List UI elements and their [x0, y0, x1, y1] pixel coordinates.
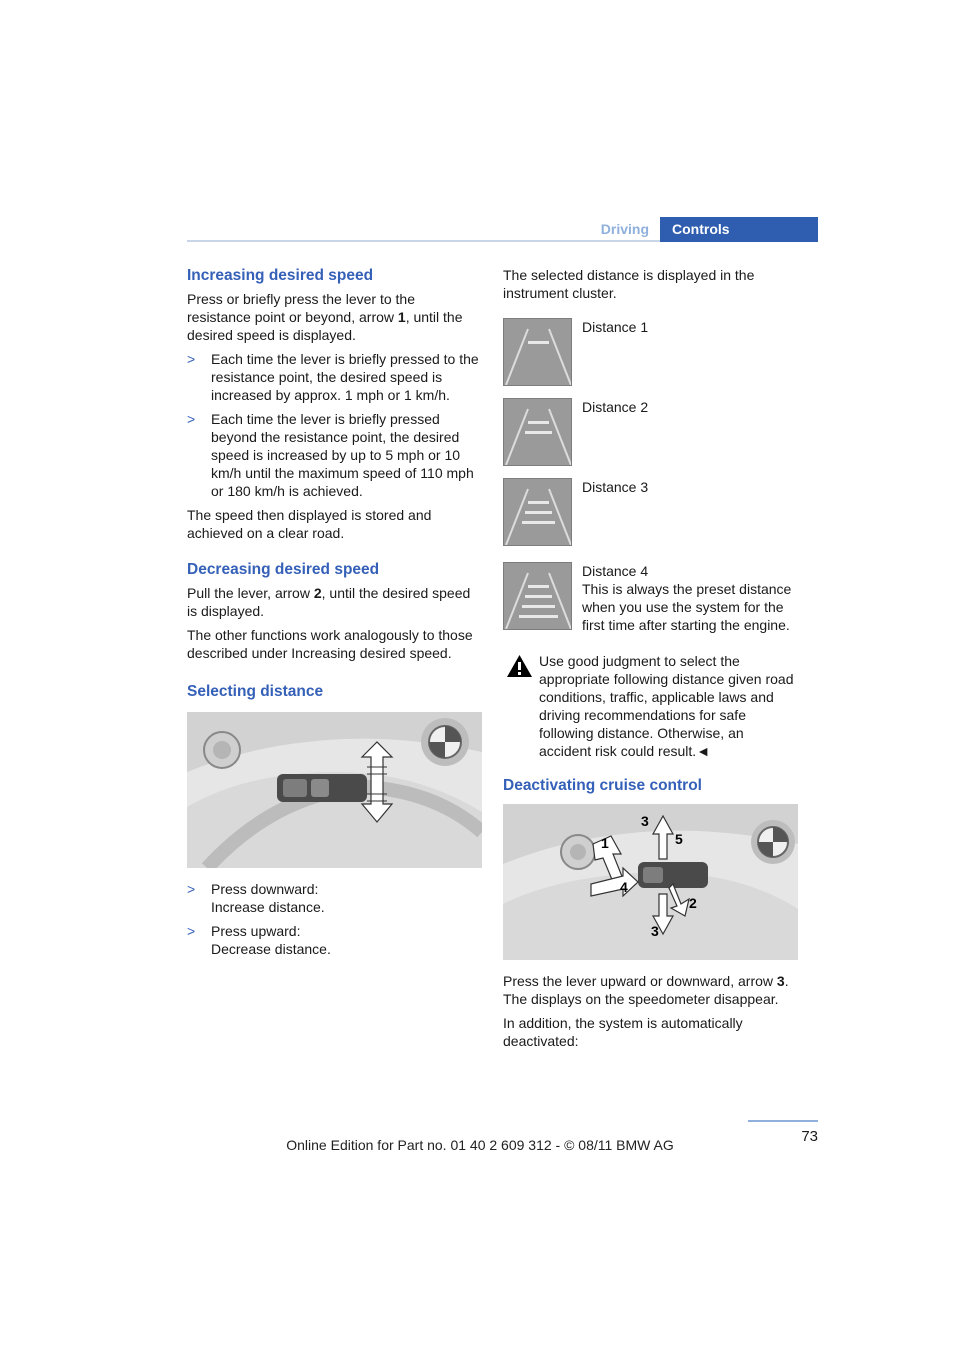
distance-4-text — [582, 562, 792, 634]
bullet-marker: > — [187, 351, 196, 367]
fig-label-5: 5 — [675, 831, 683, 847]
fig-label-2: 2 — [689, 895, 697, 911]
fig-label-3-top: 3 — [641, 813, 649, 829]
arrow-number: 1 — [397, 309, 406, 325]
distance-display-1 — [503, 318, 572, 386]
paragraph-press-lever: Press the lever upward or downward, arrow 3. The displays on the speedometer disappear. — [503, 973, 789, 1007]
distance-row-1 — [503, 318, 798, 398]
page-number: 73 — [801, 1128, 818, 1145]
list-item: > Press downward: Increase distance. — [187, 881, 325, 915]
end-marker: ◄ — [696, 743, 711, 759]
distance-2-label: Distance 2 — [582, 399, 649, 415]
warning-block — [503, 652, 798, 760]
distance-row-2 — [503, 398, 798, 478]
lever-distance-illustration — [187, 712, 482, 868]
paragraph-auto-deactivated: In addition, the system is automatically deactivated: — [503, 1015, 743, 1049]
list-item: > Each time the lever is briefly pressed to the resistance point, the desired speed is increased by approx. 1 mph or 1 km/h. — [187, 351, 479, 403]
distance-row-4 — [503, 562, 798, 652]
heading-deactivating-cruise: Deactivating cruise control — [503, 777, 702, 794]
left-column — [187, 266, 482, 964]
distance-4-note: This is always the preset distance when you use the system for the first time after starting the engine. — [582, 581, 792, 633]
distance-1-label: Distance 1 — [582, 319, 649, 335]
fig-label-4: 4 — [620, 879, 628, 895]
list-item: > Press upward: Decrease distance. — [187, 923, 331, 957]
heading-decreasing-speed: Decreasing desired speed — [187, 561, 380, 578]
distance-2-bars — [504, 399, 572, 466]
paragraph-distance-intro: The selected distance is displayed in the instrument cluster. — [503, 267, 755, 301]
bullet-marker: > — [187, 881, 196, 897]
distance-4-label: Distance 4 — [582, 563, 649, 579]
distance-3-bars — [504, 479, 572, 546]
fig-label-1: 1 — [601, 835, 609, 851]
paragraph-decrease-intro: Pull the lever, arrow 2, until the desired speed is displayed. — [187, 585, 471, 619]
distance-display-3 — [503, 478, 572, 546]
warning-icon — [506, 654, 533, 678]
distance-3-label: Distance 3 — [582, 479, 649, 495]
distance-display-4 — [503, 562, 572, 630]
bullet-marker: > — [187, 411, 196, 427]
section-tab-driving: Driving — [600, 221, 649, 237]
distance-4-bars — [504, 563, 572, 630]
paragraph-speed-stored: The speed then displayed is stored and achieved on a clear road. — [187, 507, 432, 541]
warning-text: Use good judgment to select the appropriate following distance given road conditions, traffic, applicable laws and driving recommendations for safe following distance. Otherwise, an accident risk could result. — [539, 653, 794, 759]
bullet-marker: > — [187, 923, 196, 939]
lever-deactivate-figure — [503, 804, 798, 960]
paragraph-analogous: The other functions work analogously to those described under Increasing desired speed. — [187, 627, 473, 661]
right-column — [503, 266, 798, 1056]
distance-1-bars — [504, 319, 572, 386]
fig-label-3-bottom: 3 — [651, 923, 659, 939]
lever-distance-figure — [187, 712, 482, 868]
footer-rule — [748, 1120, 818, 1122]
lever-deactivate-illustration — [503, 804, 798, 960]
paragraph-increase-intro: Press or briefly press the lever to the resistance point or beyond, arrow 1, until the desired speed is displayed. — [187, 291, 463, 343]
distance-row-3 — [503, 478, 798, 562]
distance-display-2 — [503, 398, 572, 466]
arrow-number: 3 — [776, 973, 785, 989]
heading-selecting-distance: Selecting distance — [187, 683, 324, 700]
chapter-tab-controls: Controls — [660, 217, 818, 242]
list-item: > Each time the lever is briefly pressed beyond the resistance point, the desired speed is increased by up to 5 mph or 10 km/h until the maximum speed of 110 mph or 180 km/h is achieved. — [187, 411, 474, 499]
heading-increasing-speed: Increasing desired speed — [187, 267, 374, 284]
edition-footer: Online Edition for Part no. 01 40 2 609 312 - © 08/11 BMW AG — [286, 1137, 674, 1153]
arrow-number: 2 — [313, 585, 322, 601]
